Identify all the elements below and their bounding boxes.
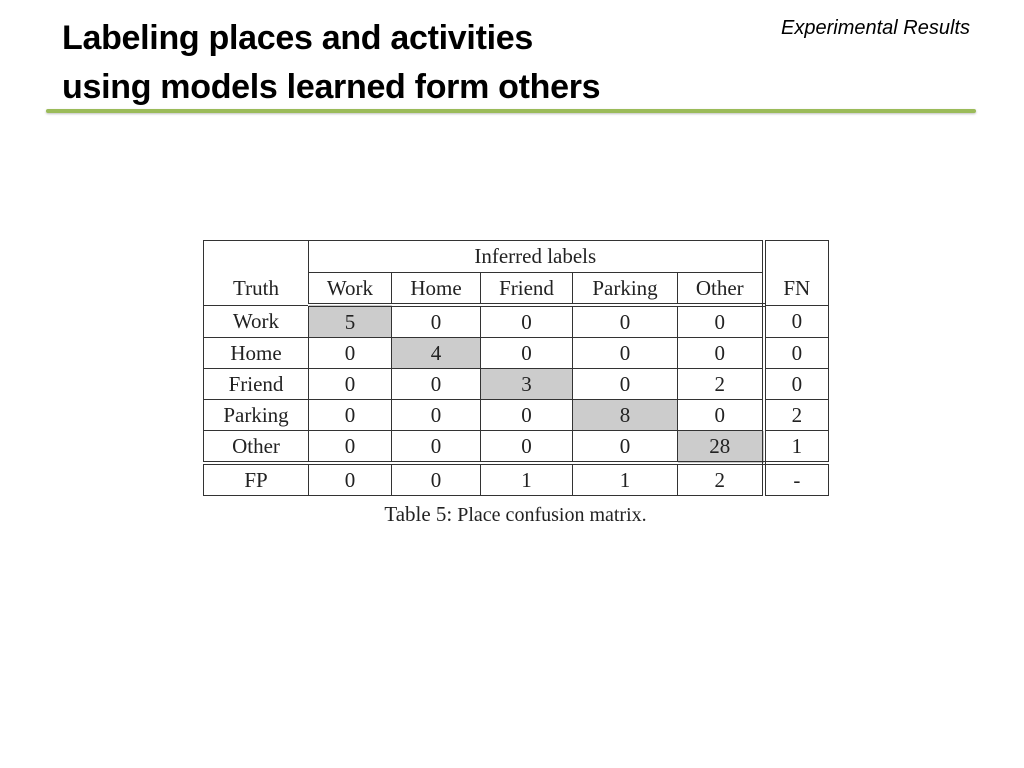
fn-cell: 0 [764, 305, 829, 338]
slide-title-line-2: using models learned form others [62, 68, 601, 106]
matrix-row [204, 369, 829, 400]
fn-cell: 2 [764, 400, 829, 431]
caption-label: Table 5: [384, 502, 453, 526]
matrix-cell: 0 [481, 431, 573, 464]
confusion-matrix-figure [203, 240, 828, 527]
fn-header-label: FN [783, 275, 811, 300]
row-label: FP [204, 463, 309, 496]
matrix-cell: 0 [573, 431, 678, 464]
matrix-row [204, 400, 829, 431]
section-label: Experimental Results [781, 17, 970, 39]
column-header: Home [392, 273, 481, 306]
matrix-cell: 0 [309, 400, 392, 431]
table-caption [203, 502, 828, 527]
row-label: Work [204, 305, 309, 338]
matrix-cell: 0 [309, 431, 392, 464]
matrix-cell: 0 [573, 338, 678, 369]
matrix-cell: 8 [573, 400, 678, 431]
column-header: Work [309, 273, 392, 306]
fn-cell: 0 [764, 338, 829, 369]
matrix-cell: 0 [481, 400, 573, 431]
column-header: Other [678, 273, 764, 306]
matrix-cell: 1 [481, 463, 573, 496]
matrix-cell: 0 [309, 338, 392, 369]
row-label: Other [204, 431, 309, 464]
matrix-body [204, 305, 829, 463]
matrix-cell: 0 [573, 305, 678, 338]
matrix-cell: 5 [309, 305, 392, 338]
matrix-cell: 0 [309, 369, 392, 400]
matrix-cell: 4 [392, 338, 481, 369]
matrix-cell: 0 [392, 305, 481, 338]
row-label: Home [204, 338, 309, 369]
matrix-cell: 3 [481, 369, 573, 400]
matrix-cell: 0 [309, 463, 392, 496]
truth-header-label: Truth [233, 275, 279, 300]
truth-header [204, 241, 309, 306]
matrix-cell: 0 [392, 431, 481, 464]
caption-text: Place confusion matrix. [457, 504, 647, 526]
matrix-cell: 2 [678, 369, 764, 400]
slide-title [62, 14, 600, 112]
matrix-cell: 0 [678, 338, 764, 369]
fn-cell: 0 [764, 369, 829, 400]
confusion-matrix-table [203, 240, 829, 496]
inferred-labels-header: Inferred labels [309, 241, 764, 273]
matrix-row [204, 305, 829, 338]
matrix-row [204, 431, 829, 464]
matrix-cell: 0 [392, 463, 481, 496]
matrix-cell: 0 [392, 369, 481, 400]
fp-row [204, 463, 829, 496]
matrix-row [204, 338, 829, 369]
matrix-footer [204, 463, 829, 496]
row-label: Parking [204, 400, 309, 431]
matrix-cell: 1 [573, 463, 678, 496]
matrix-cell: 0 [481, 305, 573, 338]
matrix-cell: 0 [392, 400, 481, 431]
column-header: Parking [573, 273, 678, 306]
fn-cell: 1 [764, 431, 829, 464]
fn-header [764, 241, 829, 306]
matrix-cell: 0 [678, 400, 764, 431]
fn-cell: - [764, 463, 829, 496]
matrix-cell: 0 [678, 305, 764, 338]
title-underline [46, 109, 976, 113]
slide-title-line-1: Labeling places and activities [62, 19, 533, 57]
column-header: Friend [481, 273, 573, 306]
matrix-cell: 28 [678, 431, 764, 464]
matrix-cell: 0 [481, 338, 573, 369]
row-label: Friend [204, 369, 309, 400]
matrix-cell: 2 [678, 463, 764, 496]
matrix-cell: 0 [573, 369, 678, 400]
